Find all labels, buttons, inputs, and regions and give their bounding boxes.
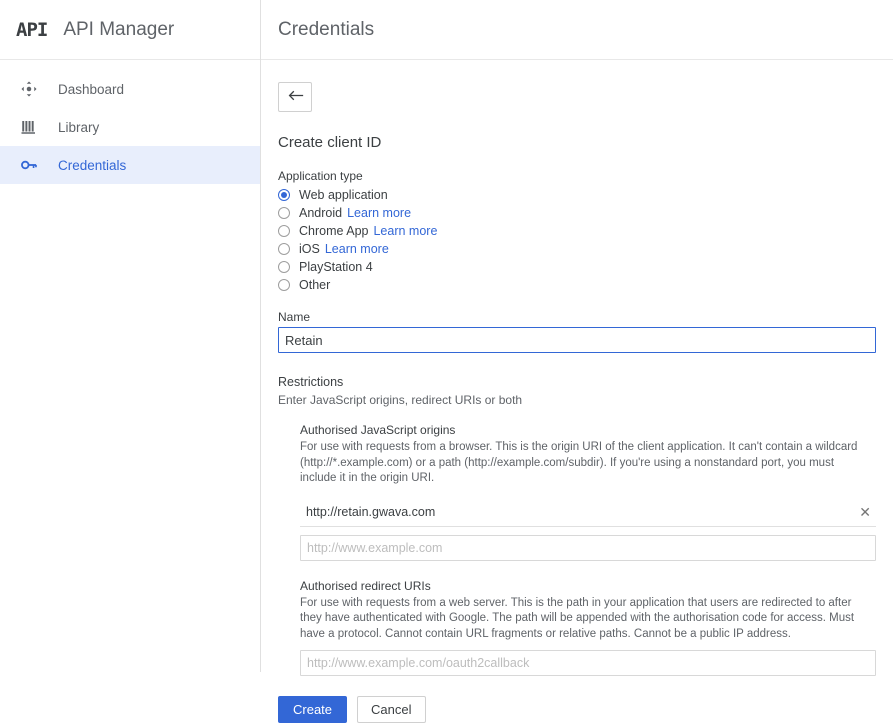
name-input[interactable] bbox=[278, 327, 876, 353]
key-icon bbox=[18, 154, 40, 176]
brand bbox=[0, 0, 260, 60]
javascript-origins-description: For use with requests from a browser. This is the origin URI of the client application. It can't contain a wildcard (http://*.example.com) or a path (http://example.com/subdir). If you're using a nonstandard port, you must include it in the origin URI. bbox=[300, 441, 858, 484]
radio-option-web-application[interactable] bbox=[278, 186, 876, 204]
back-button[interactable] bbox=[278, 82, 312, 112]
close-icon[interactable]: ✕ bbox=[859, 504, 871, 520]
dashboard-icon bbox=[18, 78, 40, 100]
main-header bbox=[261, 0, 893, 60]
learn-more-link-android[interactable]: Learn more bbox=[347, 206, 412, 220]
radio-label: Web application bbox=[299, 188, 388, 202]
sidebar bbox=[0, 0, 261, 672]
sidebar-item-label: Library bbox=[58, 119, 100, 135]
sidebar-nav bbox=[0, 60, 260, 184]
javascript-origins-block bbox=[300, 423, 876, 676]
form-heading: Create client ID bbox=[278, 134, 382, 151]
radio-indicator[interactable] bbox=[278, 225, 290, 237]
sidebar-item-credentials[interactable] bbox=[0, 146, 260, 184]
radio-option-android[interactable] bbox=[278, 204, 876, 222]
javascript-origin-input[interactable] bbox=[300, 535, 876, 561]
main-panel bbox=[261, 0, 893, 717]
radio-indicator[interactable] bbox=[278, 189, 290, 201]
radio-label: Chrome App bbox=[299, 224, 369, 238]
back-arrow-icon bbox=[287, 89, 304, 105]
form-actions bbox=[278, 696, 876, 723]
sidebar-item-library[interactable] bbox=[0, 108, 260, 146]
radio-indicator[interactable] bbox=[278, 279, 290, 291]
radio-option-ios[interactable] bbox=[278, 240, 876, 258]
learn-more-link-chrome-app[interactable]: Learn more bbox=[373, 224, 438, 238]
name-label: Name bbox=[278, 310, 311, 324]
radio-indicator[interactable] bbox=[278, 207, 290, 219]
radio-option-chrome-app[interactable] bbox=[278, 222, 876, 240]
app-title: API Manager bbox=[63, 18, 175, 40]
page-title: Credentials bbox=[278, 18, 375, 40]
javascript-origin-value: http://retain.gwava.com bbox=[306, 505, 436, 519]
sidebar-item-label: Credentials bbox=[58, 157, 127, 173]
restrictions-title: Restrictions bbox=[278, 375, 344, 389]
javascript-origin-entry[interactable] bbox=[300, 499, 876, 527]
sidebar-item-label: Dashboard bbox=[58, 81, 125, 97]
radio-option-playstation-4[interactable] bbox=[278, 258, 876, 276]
redirect-uri-input[interactable] bbox=[300, 650, 876, 676]
sidebar-item-dashboard[interactable] bbox=[0, 70, 260, 108]
create-button[interactable]: Create bbox=[278, 696, 347, 723]
cancel-button[interactable]: Cancel bbox=[357, 696, 425, 723]
radio-label: Android bbox=[299, 206, 343, 220]
redirect-uris-title: Authorised redirect URIs bbox=[300, 578, 431, 593]
restrictions-subtitle: Enter JavaScript origins, redirect URIs or both bbox=[278, 393, 523, 407]
radio-option-other[interactable] bbox=[278, 276, 876, 294]
radio-label: iOS bbox=[299, 242, 320, 256]
application-type-label: Application type bbox=[278, 169, 363, 183]
application-type-radio-group bbox=[278, 186, 876, 294]
redirect-uris-description: For use with requests from a web server. This is the path in your application that users are redirected to after they have authenticated with Google. The path will be appended with the authorisation code for access. Must have a protocol. Cannot contain URL fragments or relative paths. Cannot be a public IP address. bbox=[300, 596, 855, 640]
radio-indicator[interactable] bbox=[278, 243, 290, 255]
content-area bbox=[261, 60, 893, 723]
radio-label: Other bbox=[299, 278, 331, 292]
javascript-origins-title: Authorised JavaScript origins bbox=[300, 423, 456, 437]
radio-label: PlayStation 4 bbox=[299, 260, 373, 274]
library-icon bbox=[18, 116, 40, 138]
radio-indicator[interactable] bbox=[278, 261, 290, 273]
learn-more-link-ios[interactable]: Learn more bbox=[324, 242, 389, 256]
api-logo: API bbox=[16, 18, 48, 41]
